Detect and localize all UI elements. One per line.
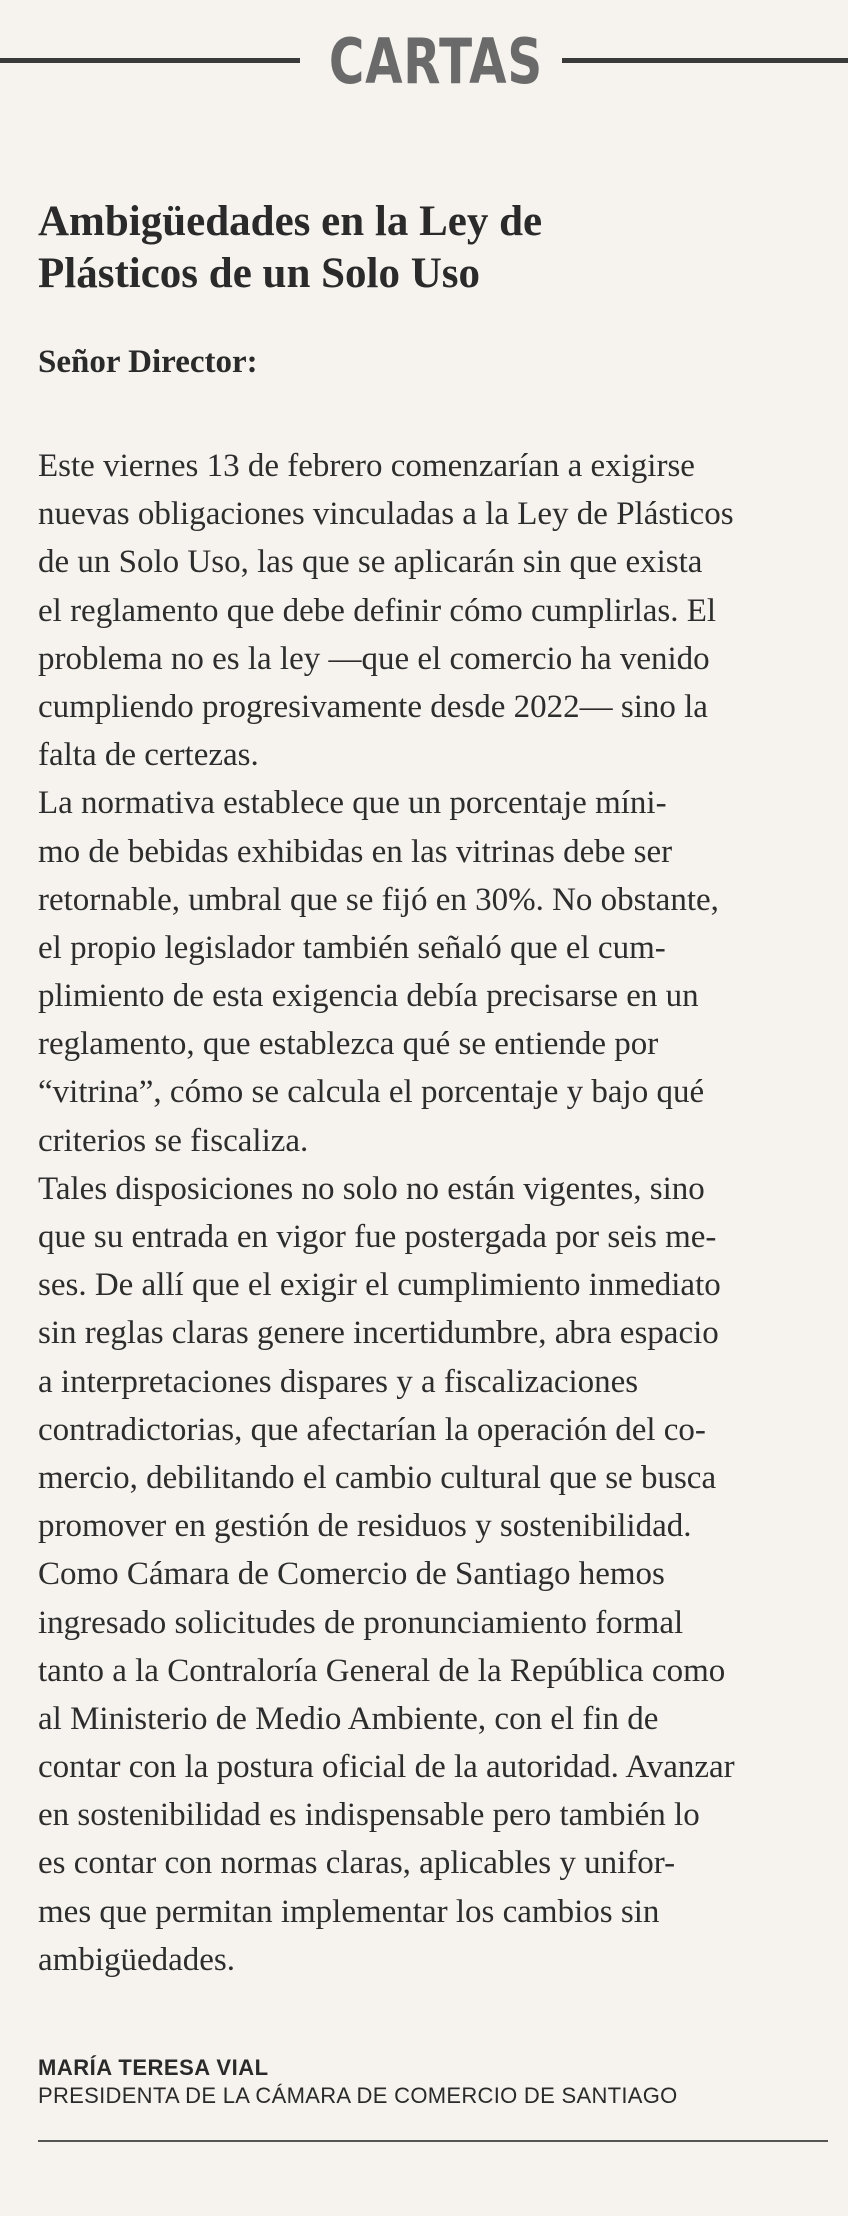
body-line: contradictorias, que afectarían la operación del co- (38, 1411, 706, 1448)
body-line: Este viernes 13 de febrero comenzarían a exigirse (38, 448, 695, 484)
body-line: mercio, debilitando el cambio cultural que se busca (38, 1459, 717, 1496)
body-line: el reglamento que debe definir cómo cumplirlas. El (38, 592, 717, 629)
body-line: promover en gestión de residuos y sostenibilidad. (38, 1508, 692, 1545)
body-line: mes que permitan implementar los cambios sin (38, 1893, 660, 1930)
signature-role: PRESIDENTA DE LA CÁMARA DE COMERCIO DE SANTIAGO (38, 2083, 678, 2108)
body-line: criterios se fiscaliza. (38, 1122, 309, 1159)
body-line: nuevas obligaciones vinculadas a la Ley de Plásticos (38, 496, 734, 533)
body-line: al Ministerio de Medio Ambiente, con el fin de (38, 1700, 659, 1737)
bottom-rule (38, 2140, 828, 2142)
header-rule-right (562, 58, 848, 63)
letter-body (38, 442, 828, 1984)
body-line: tanto a la Contraloría General de la República como (38, 1652, 726, 1689)
body-line: Tales disposiciones no solo no están vigentes, sino (38, 1170, 705, 1207)
body-line: sin reglas claras genere incertidumbre, abra espacio (38, 1315, 719, 1352)
body-line: “vitrina”, cómo se calcula el porcentaje y bajo qué (38, 1074, 705, 1111)
body-line: ingresado solicitudes de pronunciamiento formal (38, 1604, 684, 1641)
signature-name: MARÍA TERESA VIAL (38, 2055, 269, 2080)
body-line: contar con la postura oficial de la autoridad. Avanzar (38, 1749, 735, 1786)
section-header (0, 25, 848, 108)
signature (38, 2054, 678, 2110)
section-label: CARTAS (328, 25, 543, 98)
body-line: que su entrada en vigor fue postergada por seis me- (38, 1219, 717, 1255)
salutation: Señor Director: (38, 344, 258, 380)
article-title-line: Ambigüedades en la Ley de (38, 198, 543, 245)
body-line: mo de bebidas exhibidas en las vitrinas debe ser (38, 833, 673, 870)
body-line: retornable, umbral que se fijó en 30%. No obstante, (38, 881, 719, 918)
article-title (38, 196, 818, 300)
body-line: ses. De allí que el exigir el cumplimiento inmediato (38, 1267, 721, 1304)
body-line: de un Solo Uso, las que se aplicarán sin que exista (38, 544, 703, 581)
body-line: La normativa establece que un porcentaje míni- (38, 785, 667, 822)
body-line: cumpliendo progresivamente desde 2022— sino la (38, 688, 708, 725)
body-line: el propio legislador también señaló que el cum- (38, 929, 666, 966)
body-line: en sostenibilidad es indispensable pero también lo (38, 1797, 700, 1834)
body-line: ambigüedades. (38, 1941, 236, 1978)
body-line: falta de certezas. (38, 737, 259, 774)
body-line: a interpretaciones dispares y a fiscalizaciones (38, 1363, 639, 1400)
body-line: plimiento de esta exigencia debía precisarse en un (38, 978, 699, 1015)
header-rule-left (0, 58, 300, 63)
body-line: problema no es la ley —que el comercio ha venido (38, 640, 710, 677)
body-line: Como Cámara de Comercio de Santiago hemos (38, 1556, 665, 1593)
body-line: reglamento, que establezca qué se entiende por (38, 1026, 659, 1063)
article-title-line: Plásticos de un Solo Uso (38, 250, 481, 297)
body-line: es contar con normas claras, aplicables y unifor- (38, 1845, 676, 1882)
